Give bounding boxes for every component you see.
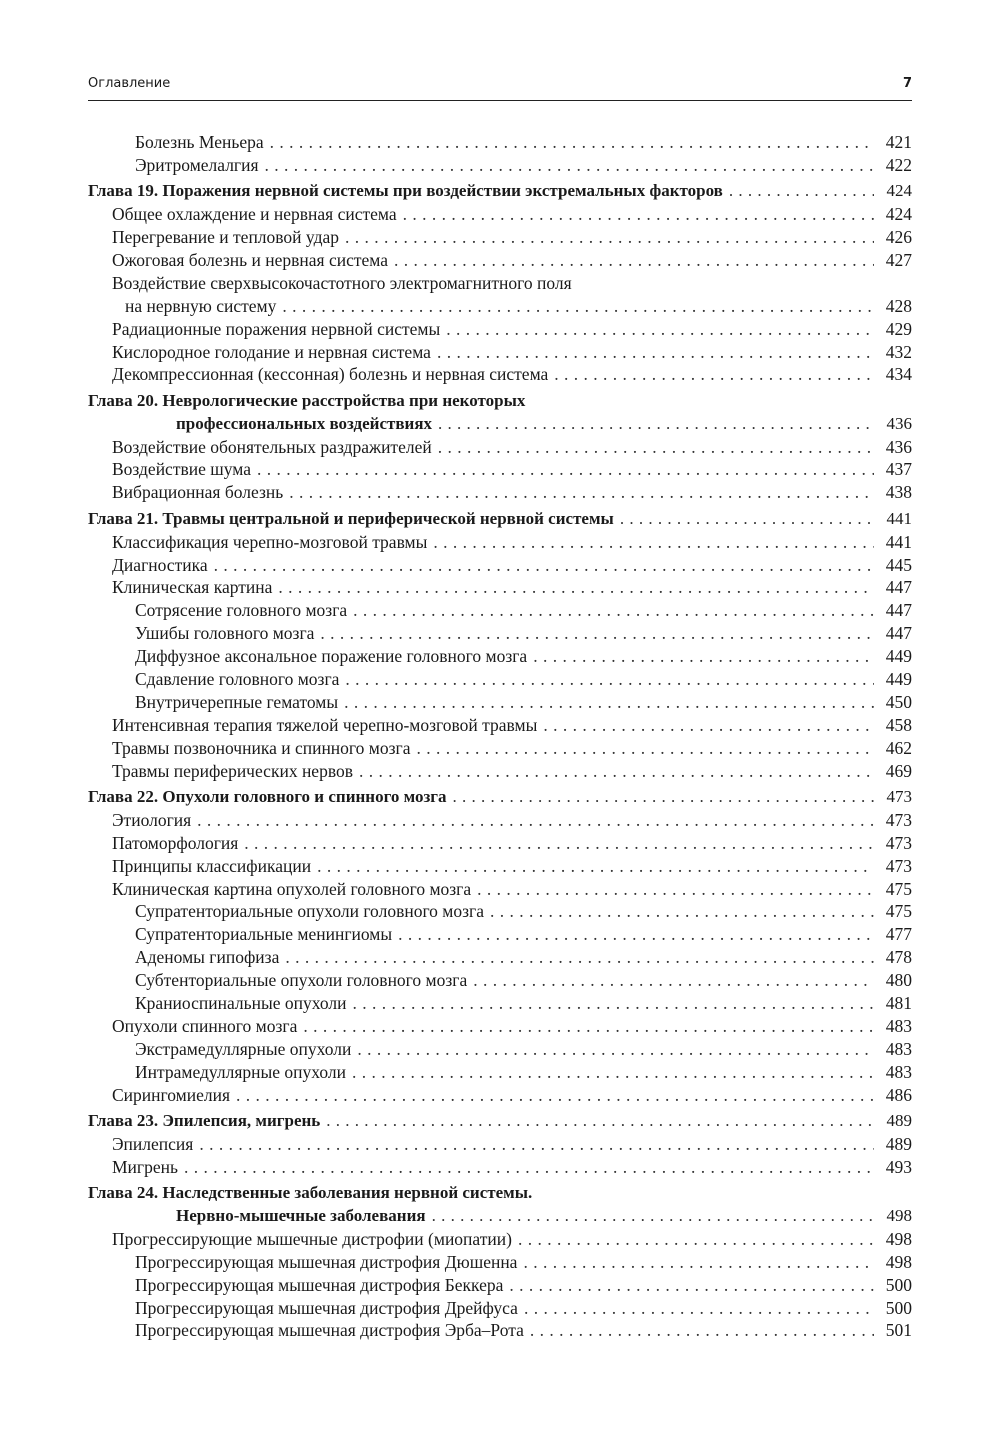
toc-entry[interactable] xyxy=(88,436,912,459)
toc-entry-page: 498 xyxy=(885,1228,912,1249)
dot-leader xyxy=(524,1297,874,1320)
toc-entry[interactable] xyxy=(88,1251,912,1274)
dot-leader xyxy=(446,318,874,341)
toc-entry[interactable] xyxy=(88,318,912,341)
dot-leader xyxy=(523,1251,874,1274)
toc-entry-title: Диффузное аксональное поражение головного мозга xyxy=(135,646,528,667)
toc-entry-page: 500 xyxy=(885,1274,912,1295)
toc-entry[interactable] xyxy=(88,458,912,481)
toc-entry-title: Эпилепсия xyxy=(112,1133,194,1154)
toc-entry[interactable] xyxy=(88,1297,912,1320)
toc-entry-title: Интрамедуллярные опухоли xyxy=(135,1061,346,1082)
toc-entry[interactable] xyxy=(88,249,912,272)
toc-entry-page: 501 xyxy=(885,1320,912,1341)
dot-leader xyxy=(282,295,874,318)
dot-leader xyxy=(303,1015,874,1038)
toc-entry-title: Сотрясение головного мозга xyxy=(135,600,348,621)
dot-leader xyxy=(416,737,874,760)
dot-leader xyxy=(620,508,874,531)
dot-leader xyxy=(265,154,874,177)
toc-entry[interactable] xyxy=(88,599,912,622)
toc-entry-page: 478 xyxy=(885,947,912,968)
toc-entry-page: 449 xyxy=(885,646,912,667)
dot-leader xyxy=(345,226,874,249)
toc-entry-title: Глава 24. Наследственные заболевания нервной системы. xyxy=(88,1183,533,1203)
dot-leader xyxy=(352,1061,874,1084)
toc-entry-page: 428 xyxy=(885,295,912,316)
toc-entry[interactable] xyxy=(88,714,912,737)
toc-entry-title: Прогрессирующая мышечная дистрофия Дюшенна xyxy=(135,1251,518,1272)
dot-leader xyxy=(257,458,874,481)
toc-entry-title: Диагностика xyxy=(112,554,208,575)
toc-entry-title: Эритромелалгия xyxy=(135,154,259,175)
toc-entry-page: 489 xyxy=(885,1133,912,1154)
toc-entry-title: Нервно-мышечные заболевания xyxy=(176,1205,426,1225)
dot-leader xyxy=(278,576,874,599)
dot-leader xyxy=(344,691,874,714)
table-of-contents xyxy=(88,131,912,1342)
toc-entry-title: Сдавление головного мозга xyxy=(135,668,340,689)
toc-entry-title: Субтенториальные опухоли головного мозга xyxy=(135,970,468,991)
toc-entry-page: 483 xyxy=(885,1015,912,1036)
toc-entry-title: Кислородное голодание и нервная система xyxy=(112,341,431,362)
toc-entry-title: Мигрень xyxy=(112,1156,178,1177)
toc-entry-title: Интенсивная терапия тяжелой черепно-мозговой травмы xyxy=(112,714,538,735)
toc-entry-page: 500 xyxy=(885,1297,912,1318)
toc-entry-title: Прогрессирующая мышечная дистрофия Беккера xyxy=(135,1274,504,1295)
toc-entry-page: 441 xyxy=(886,508,912,528)
toc-entry-title: Глава 20. Неврологические расстройства при некоторых xyxy=(88,390,526,410)
toc-entry-title: Аденомы гипофиза xyxy=(135,947,280,968)
toc-entry-page: 489 xyxy=(886,1110,912,1130)
toc-entry-page: 450 xyxy=(885,691,912,712)
toc-entry-page: 445 xyxy=(885,554,912,575)
toc-entry[interactable] xyxy=(88,1038,912,1061)
toc-entry-title: Клиническая картина xyxy=(112,577,273,598)
dot-leader xyxy=(197,809,874,832)
toc-entry[interactable] xyxy=(88,554,912,577)
dot-leader xyxy=(433,531,874,554)
toc-entry-title: Сирингомиелия xyxy=(112,1084,231,1105)
toc-entry-page: 486 xyxy=(885,1084,912,1105)
toc-entry-title: Глава 19. Поражения нервной системы при воздействии экстремальных факторов xyxy=(88,181,723,201)
toc-entry-title: Этиология xyxy=(112,809,192,830)
toc-entry[interactable] xyxy=(88,923,912,946)
dot-leader xyxy=(320,622,874,645)
toc-entry[interactable] xyxy=(88,154,912,177)
toc-entry-title: Декомпрессионная (кессонная) болезнь и нервная система xyxy=(112,364,549,385)
dot-leader xyxy=(394,249,874,272)
toc-entry-title: Глава 23. Эпилепсия, мигрень xyxy=(88,1110,321,1130)
toc-entry[interactable] xyxy=(88,855,912,878)
toc-entry-title: Опухоли спинного мозга xyxy=(112,1015,298,1036)
toc-entry-page: 473 xyxy=(885,832,912,853)
toc-entry-page: 483 xyxy=(885,1061,912,1082)
toc-entry[interactable] xyxy=(88,341,912,364)
dot-leader xyxy=(509,1274,874,1297)
toc-entry-page: 429 xyxy=(885,318,912,339)
toc-entry-page: 449 xyxy=(885,668,912,689)
toc-entry-title: Прогрессирующие мышечные дистрофии (миопатии) xyxy=(112,1228,512,1249)
toc-entry[interactable] xyxy=(88,131,912,154)
toc-entry-title: Клиническая картина опухолей головного мозга xyxy=(112,878,472,899)
toc-entry-title: Классификация черепно-мозговой травмы xyxy=(112,531,428,552)
toc-entry[interactable] xyxy=(88,668,912,691)
toc-entry-page: 432 xyxy=(885,341,912,362)
dot-leader xyxy=(326,1110,874,1133)
toc-entry-title: Краниоспинальные опухоли xyxy=(135,992,347,1013)
toc-entry-title: Патоморфология xyxy=(112,832,239,853)
toc-entry-title: Прогрессирующая мышечная дистрофия Эрба–Рота xyxy=(135,1320,524,1341)
toc-entry[interactable] xyxy=(88,1156,912,1179)
toc-entry-title: Супратенториальные менингиомы xyxy=(135,924,393,945)
toc-entry[interactable] xyxy=(88,1015,912,1038)
toc-entry[interactable] xyxy=(88,295,912,318)
toc-entry-page: 447 xyxy=(885,623,912,644)
toc-entry-page: 438 xyxy=(885,482,912,503)
toc-entry[interactable] xyxy=(88,481,912,504)
toc-entry-page: 426 xyxy=(885,227,912,248)
toc-entry-page: 436 xyxy=(885,436,912,457)
toc-entry[interactable] xyxy=(88,1274,912,1297)
dot-leader xyxy=(530,1319,874,1342)
toc-entry[interactable] xyxy=(88,1319,912,1342)
toc-entry[interactable] xyxy=(88,992,912,1015)
toc-entry-title: Воздействие обонятельных раздражителей xyxy=(112,436,432,457)
toc-entry[interactable] xyxy=(88,1228,912,1251)
toc-entry-title: Болезнь Меньера xyxy=(135,132,264,152)
dot-leader xyxy=(533,645,874,668)
toc-entry-title: Вибрационная болезнь xyxy=(112,482,284,503)
dot-leader xyxy=(398,923,874,946)
dot-leader xyxy=(352,992,874,1015)
toc-entry-title: Радиационные поражения нервной системы xyxy=(112,318,441,339)
toc-entry[interactable] xyxy=(88,809,912,832)
toc-entry-page: 458 xyxy=(885,714,912,735)
dot-leader xyxy=(432,1205,874,1228)
toc-entry[interactable] xyxy=(88,832,912,855)
toc-entry[interactable] xyxy=(88,203,912,226)
toc-entry-page: 447 xyxy=(885,577,912,598)
toc-entry-page: 437 xyxy=(885,459,912,480)
toc-entry-title: Травмы позвоночника и спинного мозга xyxy=(112,737,411,758)
dot-leader xyxy=(543,714,874,737)
dot-leader xyxy=(236,1084,874,1107)
toc-entry-title: Супратенториальные опухоли головного мозга xyxy=(135,901,484,922)
dot-leader xyxy=(353,599,874,622)
toc-entry-title: Общее охлаждение и нервная система xyxy=(112,204,397,225)
toc-entry-title: Прогрессирующая мышечная дистрофия Дрейфуса xyxy=(135,1297,518,1318)
dot-leader xyxy=(473,969,874,992)
toc-entry-page: 498 xyxy=(885,1251,912,1272)
toc-entry[interactable] xyxy=(88,363,912,386)
dot-leader xyxy=(490,900,874,923)
toc-entry-title: Экстрамедуллярные опухоли xyxy=(135,1038,352,1059)
toc-entry[interactable] xyxy=(88,760,912,783)
toc-entry-page: 441 xyxy=(885,531,912,552)
toc-entry-title: Ожоговая болезнь и нервная система xyxy=(112,249,389,270)
toc-entry[interactable] xyxy=(88,878,912,901)
toc-entry-title: Воздействие сверхвысокочастотного электромагнитного поля xyxy=(112,272,572,293)
toc-entry[interactable] xyxy=(88,1133,912,1156)
toc-entry-title: Воздействие шума xyxy=(112,459,251,480)
dot-leader xyxy=(438,436,874,459)
dot-leader xyxy=(453,786,874,809)
toc-chapter-entry[interactable] xyxy=(88,1110,912,1133)
dot-leader xyxy=(184,1156,874,1179)
toc-entry[interactable] xyxy=(88,413,912,436)
dot-leader xyxy=(289,481,874,504)
toc-entry[interactable] xyxy=(88,1061,912,1084)
toc-entry-title: Перегревание и тепловой удар xyxy=(112,227,339,248)
toc-entry[interactable] xyxy=(88,1084,912,1107)
toc-entry-page: 475 xyxy=(885,878,912,899)
toc-entry-page: 483 xyxy=(885,1038,912,1059)
dot-leader xyxy=(403,203,874,226)
toc-entry-page: 480 xyxy=(885,970,912,991)
toc-entry-page: 436 xyxy=(886,413,912,433)
toc-entry-page: 422 xyxy=(885,154,912,175)
toc-chapter-entry[interactable] xyxy=(88,390,912,413)
toc-entry[interactable] xyxy=(88,969,912,992)
toc-chapter-entry[interactable] xyxy=(88,1182,912,1205)
toc-entry[interactable] xyxy=(88,226,912,249)
toc-entry-page: 477 xyxy=(885,924,912,945)
toc-entry-title: Травмы периферических нервов xyxy=(112,760,353,781)
toc-entry-page: 475 xyxy=(885,901,912,922)
toc-chapter-entry[interactable] xyxy=(88,180,912,203)
toc-chapter-entry[interactable] xyxy=(88,508,912,531)
page-number: 7 xyxy=(902,76,912,91)
toc-entry-page: 424 xyxy=(886,181,912,201)
dot-leader xyxy=(477,878,874,901)
toc-entry[interactable] xyxy=(88,272,912,295)
toc-entry-title: на нервную систему xyxy=(125,295,277,316)
toc-entry-title: Ушибы головного мозга xyxy=(135,623,315,644)
toc-entry[interactable] xyxy=(88,576,912,599)
dot-leader xyxy=(345,668,874,691)
toc-entry-page: 421 xyxy=(885,132,912,152)
dot-leader xyxy=(554,363,874,386)
toc-entry-page: 447 xyxy=(885,600,912,621)
toc-entry-page: 434 xyxy=(885,364,912,385)
dot-leader xyxy=(317,855,874,878)
dot-leader xyxy=(244,832,874,855)
dot-leader xyxy=(359,760,874,783)
toc-entry-title: Принципы классификации xyxy=(112,855,312,876)
toc-entry-page: 462 xyxy=(885,737,912,758)
toc-entry-page: 473 xyxy=(885,855,912,876)
toc-entry-page: 424 xyxy=(885,204,912,225)
dot-leader xyxy=(285,946,874,969)
toc-entry[interactable] xyxy=(88,622,912,645)
toc-chapter-entry[interactable] xyxy=(88,786,912,809)
toc-entry-page: 481 xyxy=(885,992,912,1013)
dot-leader xyxy=(214,554,874,577)
toc-entry[interactable] xyxy=(88,946,912,969)
toc-entry-title: профессиональных воздействиях xyxy=(176,413,433,433)
dot-leader xyxy=(270,131,874,154)
dot-leader xyxy=(518,1228,874,1251)
toc-entry[interactable] xyxy=(88,691,912,714)
toc-entry-page: 469 xyxy=(885,760,912,781)
toc-entry[interactable] xyxy=(88,645,912,668)
toc-entry[interactable] xyxy=(88,531,912,554)
dot-leader xyxy=(357,1038,874,1061)
dot-leader xyxy=(199,1133,874,1156)
toc-entry[interactable] xyxy=(88,900,912,923)
running-header xyxy=(88,76,912,101)
toc-entry-page: 427 xyxy=(885,249,912,270)
toc-entry[interactable] xyxy=(88,737,912,760)
toc-entry-title: Глава 22. Опухоли головного и спинного мозга xyxy=(88,786,447,806)
toc-entry-page: 473 xyxy=(886,786,912,806)
dot-leader xyxy=(729,180,874,203)
toc-entry-page: 473 xyxy=(885,809,912,830)
toc-entry-title: Глава 21. Травмы центральной и периферической нервной системы xyxy=(88,508,614,528)
dot-leader xyxy=(437,341,874,364)
toc-entry-title: Внутричерепные гематомы xyxy=(135,691,339,712)
toc-entry-page: 498 xyxy=(886,1205,912,1225)
running-header-title: Оглавление xyxy=(88,76,171,91)
dot-leader xyxy=(438,413,874,436)
toc-entry[interactable] xyxy=(88,1205,912,1228)
toc-entry-page: 493 xyxy=(885,1156,912,1177)
